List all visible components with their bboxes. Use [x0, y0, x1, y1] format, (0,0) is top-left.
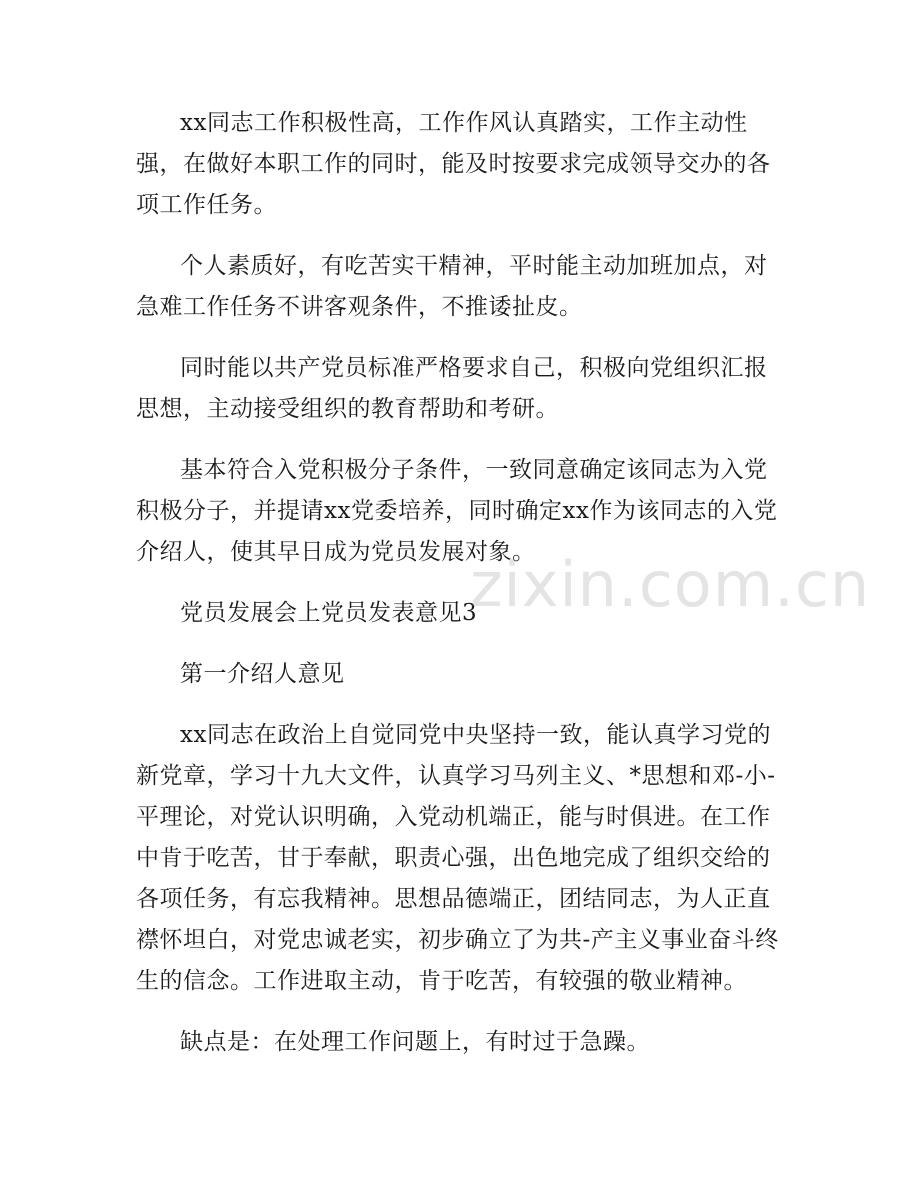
- paragraph-personal-quality: 个人素质好，有吃苦实干精神，平时能主动加班加点，对急难工作任务不讲客观条件，不推诿扯皮。: [136, 253, 768, 320]
- paragraph-introducer-opinion: xx同志在政治上自觉同党中央坚持一致，能认真学习党的新党章，学习十九大文件，认真学习马列主义、*思想和邓-小-平理论，对党认识明确，入党动机端正，能与时俱进。在工作中肯于吃苦，甘于奉献，职责心强，出色地完成了组织交给的各项任务，有忘我精神。思想品德端正，团结同志，为人正直襟怀坦白，对党忠诚老实，初步确立了为共-产主义事业奋斗终生的信念。工作进取主动，肯于吃苦，有较强的敬业精神。: [136, 722, 779, 994]
- paragraph-work-attitude: xx同志工作积极性高，工作作风认真踏实，工作主动性强，在做好本职工作的同时，能及时按要求完成领导交办的各项工作任务。: [136, 110, 771, 218]
- paragraph-shortcomings: 缺点是：在处理工作问题上，有时过于急躁。: [180, 1029, 650, 1055]
- watermark: zixin.com.cn: [470, 548, 871, 621]
- document-body: [136, 103, 784, 1083]
- paragraph-party-standards: 同时能以共产党员标准严格要求自己，积极向党组织汇报思想，主动接受组织的教育帮助和考研。: [136, 355, 768, 422]
- subsection-title: 第一介绍人意见: [180, 661, 345, 687]
- section-title: 党员发展会上党员发表意见3: [180, 600, 478, 626]
- paragraph-conclusion: 基本符合入党积极分子条件，一致同意确定该同志为入党积极分子，并提请xx党委培养，同时确定xx作为该同志的入党介绍人，使其早日成为党员发展对象。: [136, 457, 778, 565]
